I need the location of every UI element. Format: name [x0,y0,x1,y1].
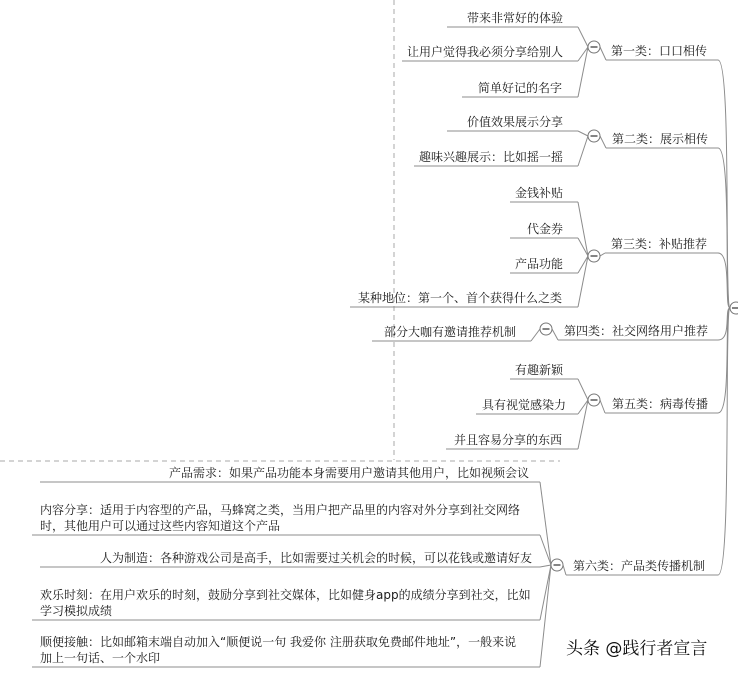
category-4-label: 第四类：社交网络用户推荐 [564,324,709,338]
category-4-item-1-connector [531,329,540,341]
category-6-item-4-line-2: 学习模拟成绩 [40,604,113,618]
category-3-item-4-label: 某种地位：第一个、首个获得什么之类 [358,291,563,305]
root-node [730,302,738,314]
category-6-icon-link [563,565,566,575]
category-6-item-5-line-2: 加上一句话、一个水印 [40,651,161,665]
category-1-connector [718,60,730,308]
category-6-item-3-connector [540,565,551,567]
category-6-item-1-label: 产品需求：如果产品功能本身需要用户邀请其他用户，比如视频会议 [169,466,530,480]
category-1-item-1-label: 带来非常好的体验 [467,11,564,25]
category-5-item-3-label: 并且容易分享的东西 [454,433,563,447]
category-4-icon-link [552,329,558,340]
category-3-label: 第三类：补贴推荐 [611,237,708,251]
category-1-label: 第一类：口口相传 [611,44,708,58]
category-1-item-1-connector [578,27,588,47]
category-2-item-2-label: 趣味兴趣展示：比如摇一摇 [419,150,564,164]
category-2-item-1-label: 价值效果展示分享 [467,115,564,129]
category-6-item-1-connector [540,482,551,565]
category-6-item-4-line-1: 欢乐时刻：在用户欢乐的时刻，鼓励分享到社交媒体，比如健身app的成绩分享到社交，比如 [40,588,531,602]
category-1-icon-link [600,47,606,60]
category-6-collapse-icon[interactable] [551,559,563,571]
category-6-item-5-connector [540,565,551,667]
category-1-collapse-icon[interactable] [588,41,600,53]
category-6-item-2-line-2: 时，其他用户可以通过这些内容知道这个产品 [40,519,281,533]
category-2-label: 第二类：展示相传 [612,132,709,146]
category-2-item-1-connector [578,131,588,136]
category-1-item-3-label: 简单好记的名字 [478,81,563,95]
category-5-collapse-icon[interactable] [588,394,600,406]
category-3-item-2-label: 代金券 [527,222,564,236]
category-5-item-2-label: 具有视觉感染力 [482,398,567,412]
category-6-label: 第六类：产品类传播机制 [573,559,706,573]
watermark: 头条 @践行者宣言 [566,639,708,659]
category-3-item-1-label: 金钱补贴 [515,186,564,200]
category-2-icon-link [600,136,606,148]
category-2-item-2-connector [578,136,588,166]
category-6-item-3-label: 人为制造：各种游戏公司是高手，比如需要过关机会的时候，可以花钱或邀请好友 [100,551,533,565]
category-6-connector [718,308,730,575]
category-6-item-5-line-1: 顺便接触：比如邮箱末端自动加入“顺便说一句 我爱你 注册获取免费邮件地址”，一般来说 [40,635,517,649]
category-4-item-1-label: 部分大咖有邀请推荐机制 [384,325,517,339]
category-3-icon-link [600,253,605,256]
category-5-item-1-connector [578,379,588,400]
category-6-item-2-line-1: 内容分享：适用于内容型的产品，马蜂窝之类，当用户把产品里的内容对外分享到社交网络 [40,503,521,517]
category-4-collapse-icon[interactable] [540,323,552,335]
category-5-icon-link [600,400,605,413]
tree [32,10,730,667]
category-1-item-2-label: 让用户觉得我必须分享给别人 [407,45,564,59]
category-5-item-1-label: 有趣新颖 [515,363,564,377]
category-3-collapse-icon[interactable] [588,250,600,262]
category-3-item-3-label: 产品功能 [515,257,564,271]
category-2-collapse-icon[interactable] [588,130,600,142]
category-5-label: 第五类：病毒传播 [612,397,709,411]
